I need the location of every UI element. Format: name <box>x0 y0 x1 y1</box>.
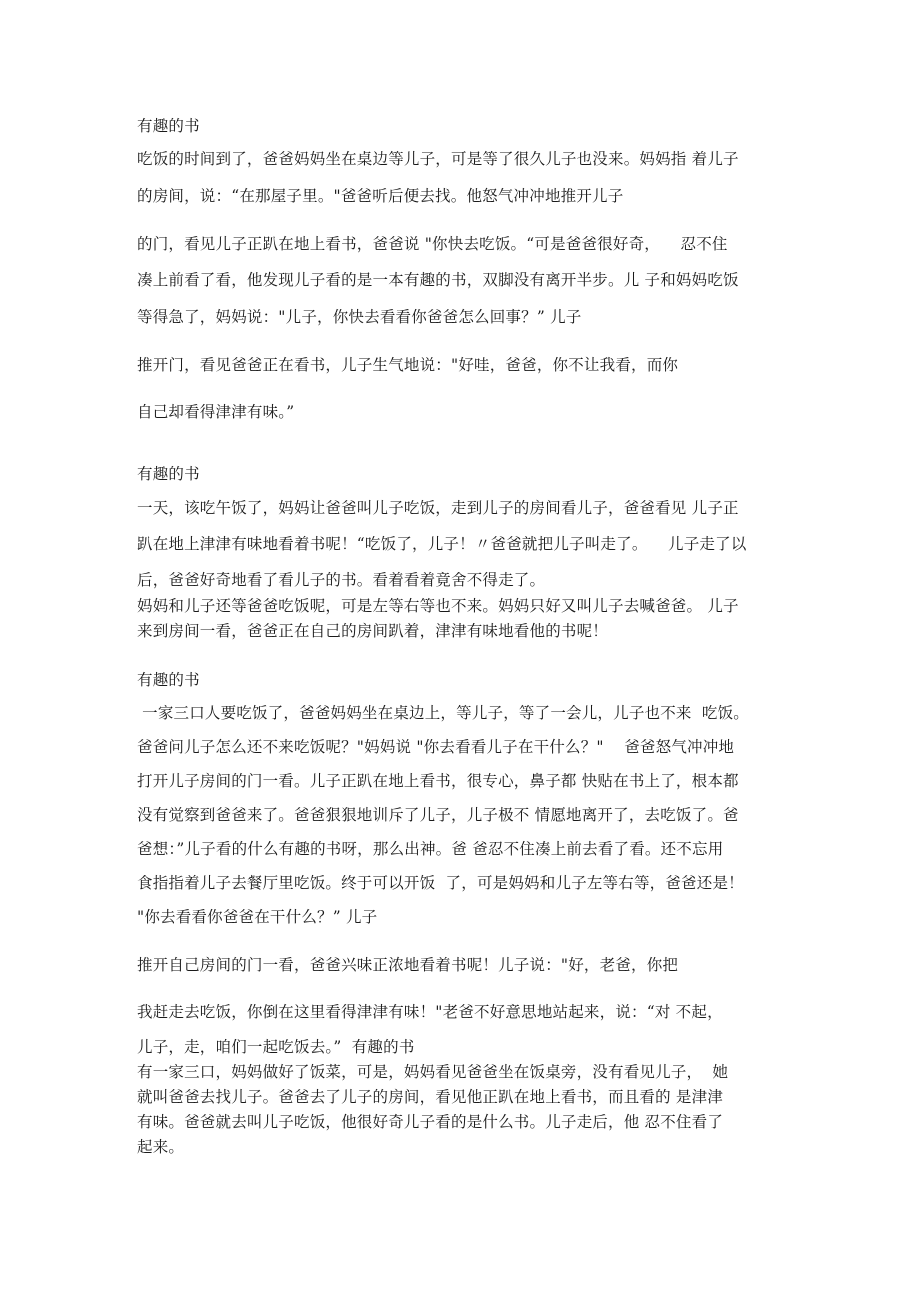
story3-line-9: 我赶走去吃饭，你倒在这里看得津津有味！"老爸不好意思地站起来，说：“对 不起， <box>137 1003 723 1021</box>
story1-line-7: 自己却看得津津有味。” <box>137 403 295 421</box>
story2-line-5: 来到房间一看，爸爸正在自己的房间趴着，津津有味地看他的书呢！ <box>137 622 609 640</box>
story4-line-1: 有一家三口，妈妈做好了饭菜，可是，妈妈看见爸爸坐在饭桌旁，没有看见儿子， 她 <box>137 1063 729 1081</box>
story3-line-2: 爸爸问儿子怎么还不来吃饭呢？"妈妈说 "你去看看儿子在干什么？" 爸爸怒气冲冲地 <box>137 738 735 756</box>
story1-line-1: 吃饭的时间到了，爸爸妈妈坐在桌边等儿子，可是等了很久儿子也没来。妈妈指 着儿子 <box>137 150 739 168</box>
story3-line-5: 爸想：”儿子看的什么有趣的书呀，那么出神。爸 爸忍不住凑上前去看了看。还不忘用 <box>137 840 724 858</box>
story3-line-7: "你去看看你爸爸在干什么？” 儿子 <box>137 908 378 926</box>
story3-line-4: 没有觉察到爸爸来了。爸爸狠狠地训斥了儿子，儿子极不 情愿地离开了，去吃饭了。爸 <box>137 806 739 824</box>
story3-line-3: 打开儿子房间的门一看。儿子正趴在地上看书，很专心，鼻子都 快贴在书上了，根本都 <box>137 772 739 790</box>
story1-line-2: 的房间，说：“在那屋子里。"爸爸听后便去找。他怒气冲冲地推开儿子 <box>137 187 624 205</box>
story2-line-2: 趴在地上津津有味地看着书呢！“吃饭了，儿子！〃爸爸就把儿子叫走了。 儿子走了以 <box>137 535 747 553</box>
story3-line-6: 食指指着儿子去餐厅里吃饭。终于可以开饭 了，可是妈妈和儿子左等右等，爸爸还是！ <box>137 874 744 892</box>
story3-line-8: 推开自己房间的门一看，爸爸兴味正浓地看着书呢！儿子说："好，老爸，你把 <box>137 956 679 974</box>
story1-line-3: 的门，看见儿子正趴在地上看书，爸爸说 "你快去吃饭。“可是爸爸很好奇， 忍不住 <box>137 235 728 253</box>
story2-line-4: 妈妈和儿子还等爸爸吃饭呢，可是左等右等也不来。妈妈只好又叫儿子去喊爸爸。 儿子 <box>137 597 739 615</box>
story3-line-1: 一家三口人要吃饭了，爸爸妈妈坐在桌边上，等儿子，等了一会儿，儿子也不来 吃饭。 <box>137 704 749 722</box>
story4-line-3: 有味。爸爸就去叫儿子吃饭，他很好奇儿子看的是什么书。儿子走后，他 忍不住看了 <box>137 1113 724 1131</box>
story1-line-6: 推开门，看见爸爸正在看书，儿子生气地说："好哇，爸爸，你不让我看，而你 <box>137 356 679 374</box>
story4-line-4: 起来。 <box>137 1138 185 1156</box>
story4-line-2: 就叫爸爸去找儿子。爸爸去了儿子的房间，看见他正趴在地上看书，而且看的 是津津 <box>137 1088 724 1106</box>
story1-line-5: 等得急了，妈妈说："儿子，你快去看看你爸爸怎么回事？” 儿子 <box>137 308 582 326</box>
story1-line-4: 凑上前看了看，他发现儿子看的是一本有趣的书，双脚没有离开半步。儿 子和妈妈吃饭 <box>137 271 739 289</box>
story3-title: 有趣的书 <box>137 671 200 689</box>
story3-line-10: 儿子，走，咱们一起吃饭去。” 有趣的书 <box>137 1038 415 1056</box>
story2-title: 有趣的书 <box>137 465 200 483</box>
story2-line-3: 后，爸爸好奇地看了看儿子的书。看着看着竟舍不得走了。 <box>137 571 546 589</box>
story1-title: 有趣的书 <box>137 117 200 135</box>
story2-line-1: 一天，该吃午饭了，妈妈让爸爸叫儿子吃饭，走到儿子的房间看儿子，爸爸看见 儿子正 <box>137 499 739 517</box>
